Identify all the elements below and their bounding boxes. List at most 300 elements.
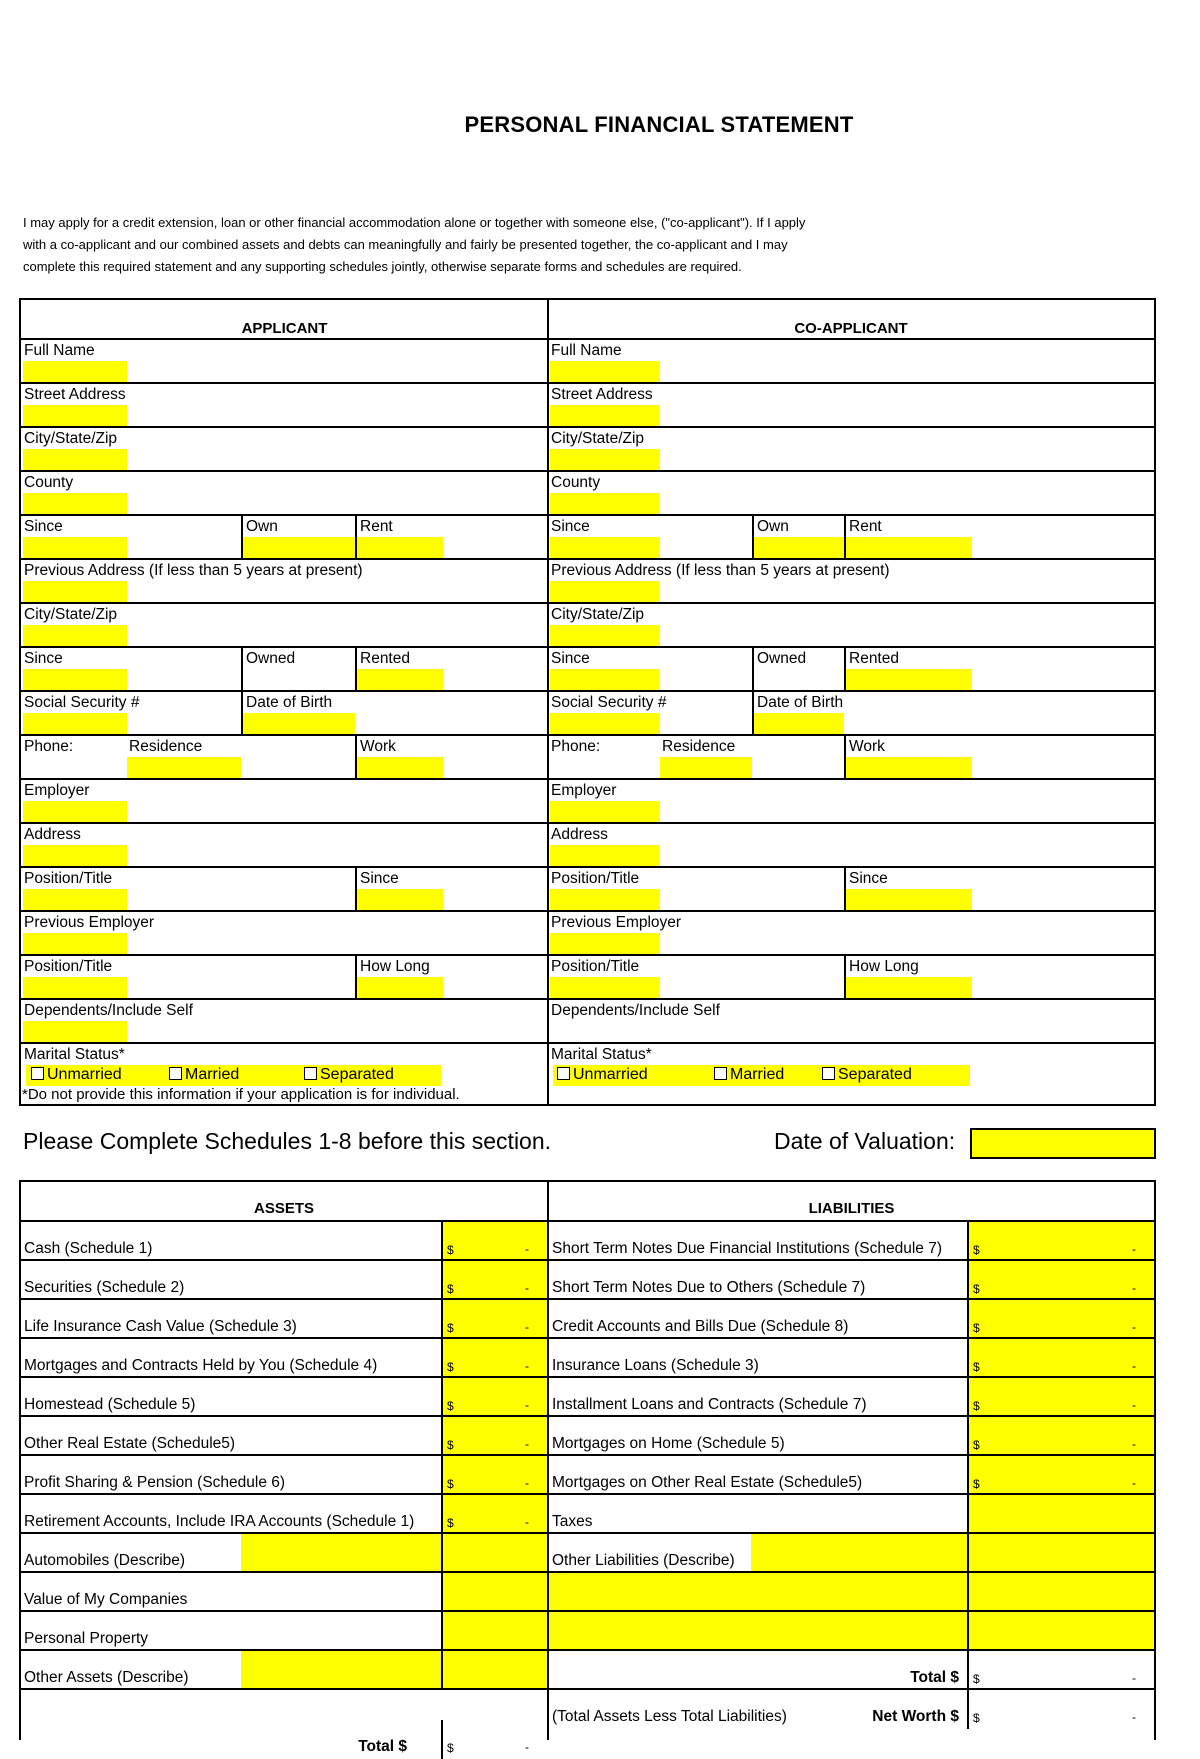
liability-currency: $ [973, 1477, 980, 1491]
co-employer-field[interactable] [550, 801, 660, 822]
prev-city-state-zip-row [21, 604, 548, 648]
work-cell [355, 736, 548, 778]
assets-total-currency: $ [447, 1741, 454, 1755]
liability-row [549, 1339, 1154, 1378]
co-how-long-label: How Long [849, 958, 919, 975]
co-rented-field[interactable] [846, 669, 972, 690]
position-title-label: Position/Title [24, 870, 113, 887]
checkbox-icon[interactable] [822, 1067, 835, 1080]
marital-footnote: *Do not provide this information if your application is for individual. [22, 1086, 460, 1103]
asset-label: Retirement Accounts, Include IRA Accounts (Schedule 1) [24, 1513, 415, 1530]
liability-amount[interactable] [967, 1456, 1154, 1493]
co-prev-since-field[interactable] [550, 669, 660, 690]
dob-field[interactable] [243, 713, 355, 734]
previous-address-row [21, 560, 548, 604]
net-worth-description: (Total Assets Less Total Liabilities) [552, 1708, 787, 1725]
co-position-row [548, 868, 1154, 912]
liability-row [549, 1612, 1154, 1651]
how-long-cell [355, 956, 548, 998]
co-position-since-field[interactable] [846, 889, 972, 910]
co-prev-position-cell [548, 956, 844, 998]
own-cell [241, 516, 355, 558]
asset-row [21, 1300, 547, 1339]
co-applicant-column [548, 300, 1154, 1104]
asset-row [21, 1339, 547, 1378]
dependents-row [21, 1000, 548, 1044]
prev-position-cell [21, 956, 355, 998]
checkbox-icon[interactable] [169, 1067, 182, 1080]
asset-currency: $ [447, 1243, 454, 1257]
married-label: Married [185, 1066, 240, 1083]
applicant-column [21, 300, 548, 1104]
co-phone-label: Phone: [551, 738, 601, 755]
rent-cell [355, 516, 548, 558]
prev-since-owned-rented-row [21, 648, 548, 692]
liability-row [549, 1573, 1154, 1612]
co-prev-position-row [548, 956, 1154, 1000]
liability-amount[interactable] [967, 1495, 1154, 1532]
co-prev-city-state-zip-label: City/State/Zip [551, 606, 645, 623]
liability-label: Mortgages on Other Real Estate (Schedule5) [552, 1474, 863, 1491]
assets-total-label: Total $ [358, 1738, 407, 1755]
co-residence-label: Residence [662, 738, 736, 755]
asset-value: - [525, 1281, 529, 1295]
asset-label: Securities (Schedule 2) [24, 1279, 185, 1296]
co-since-label: Since [551, 518, 590, 535]
full-name-label: Full Name [24, 342, 95, 359]
co-phone-row [548, 736, 1154, 780]
full-name-field[interactable] [23, 361, 127, 382]
co-dob-field[interactable] [754, 713, 844, 734]
co-street-address-label: Street Address [551, 386, 653, 403]
prev-city-state-zip-field[interactable] [23, 625, 127, 646]
prev-since-cell [21, 648, 241, 690]
employer-label: Employer [24, 782, 90, 799]
co-prev-since-owned-rented-row [548, 648, 1154, 692]
previous-address-field[interactable] [23, 581, 127, 602]
rented-field[interactable] [357, 669, 443, 690]
asset-row [21, 1573, 547, 1612]
co-previous-address-label: Previous Address (If less than 5 years at present) [551, 562, 890, 579]
co-full-name-label: Full Name [551, 342, 622, 359]
asset-value: - [525, 1476, 529, 1490]
liability-currency: $ [973, 1282, 980, 1296]
co-work-phone-field[interactable] [846, 757, 972, 778]
co-employer-address-field[interactable] [550, 845, 660, 866]
liability-label: Other Liabilities (Describe) [552, 1552, 735, 1569]
county-row [21, 472, 548, 516]
liability-currency: $ [973, 1438, 980, 1452]
co-owned-cell [752, 648, 844, 690]
checkbox-icon[interactable] [557, 1067, 570, 1080]
co-rent-cell [844, 516, 1154, 558]
asset-label: Homestead (Schedule 5) [24, 1396, 196, 1413]
liability-value: - [1132, 1359, 1136, 1373]
asset-row [21, 1495, 547, 1534]
owned-cell [241, 648, 355, 690]
liability-amount[interactable] [967, 1573, 1154, 1610]
assets-total-amount[interactable] [441, 1720, 547, 1759]
net-worth-value: - [1132, 1710, 1136, 1724]
liability-amount[interactable] [967, 1534, 1154, 1571]
prev-since-field[interactable] [23, 669, 127, 690]
co-how-long-cell [844, 956, 1154, 998]
asset-description-field[interactable] [241, 1651, 441, 1688]
employer-row [21, 780, 548, 824]
asset-row [21, 1222, 547, 1261]
co-prev-city-state-zip-field[interactable] [550, 625, 660, 646]
co-employer-address-label: Address [551, 826, 608, 843]
checkbox-icon[interactable] [31, 1067, 44, 1080]
position-since-field[interactable] [357, 889, 443, 910]
intro-paragraph [23, 212, 903, 278]
liability-label: Mortgages on Home (Schedule 5) [552, 1435, 785, 1452]
liabilities-total-amount[interactable] [967, 1651, 1154, 1688]
liabilities-total-value: - [1132, 1671, 1136, 1685]
liability-currency: $ [973, 1360, 980, 1374]
asset-value: - [525, 1320, 529, 1334]
asset-label: Automobiles (Describe) [24, 1552, 186, 1569]
asset-label: Value of My Companies [24, 1591, 188, 1608]
previous-address-label: Previous Address (If less than 5 years at present) [24, 562, 363, 579]
co-unmarried-label: Unmarried [573, 1066, 648, 1083]
marital-status-row [21, 1044, 548, 1088]
co-since-field[interactable] [550, 537, 660, 558]
co-prev-position-title-field[interactable] [550, 977, 660, 998]
liability-row [549, 1417, 1154, 1456]
co-street-address-field[interactable] [550, 405, 660, 426]
city-state-zip-field[interactable] [23, 449, 127, 470]
co-prev-since-label: Since [551, 650, 590, 667]
liability-label: Taxes [552, 1513, 593, 1530]
ssn-cell [21, 692, 241, 734]
asset-currency: $ [447, 1282, 454, 1296]
prev-since-label: Since [24, 650, 63, 667]
co-county-label: County [551, 474, 601, 491]
asset-value: - [525, 1398, 529, 1412]
co-married-option[interactable] [714, 1066, 784, 1084]
page-title: PERSONAL FINANCIAL STATEMENT [464, 112, 854, 137]
dob-cell [241, 692, 548, 734]
co-county-field[interactable] [550, 493, 660, 514]
co-phone-cell [548, 736, 844, 778]
asset-row [21, 1261, 547, 1300]
asset-amount[interactable] [441, 1417, 547, 1454]
since-field[interactable] [23, 537, 127, 558]
net-worth-amount[interactable] [967, 1690, 1154, 1729]
asset-amount[interactable] [441, 1378, 547, 1415]
asset-value: - [525, 1515, 529, 1529]
unmarried-label: Unmarried [47, 1066, 122, 1083]
how-long-field[interactable] [357, 977, 443, 998]
divider [19, 1104, 1156, 1106]
assets-total-row [21, 1720, 547, 1759]
co-ssn-label: Social Security # [551, 694, 667, 711]
co-dob-cell [752, 692, 1154, 734]
liability-value: - [1132, 1242, 1136, 1256]
previous-employer-row [21, 912, 548, 956]
liability-description-field[interactable] [549, 1573, 967, 1610]
employer-field[interactable] [23, 801, 127, 822]
position-since-cell [355, 868, 548, 910]
applicant-header: APPLICANT [21, 300, 548, 340]
liabilities-total-label: Total $ [910, 1669, 959, 1686]
co-position-title-field[interactable] [550, 889, 660, 910]
co-ssn-field[interactable] [550, 713, 660, 734]
county-field[interactable] [23, 493, 127, 514]
asset-label: Life Insurance Cash Value (Schedule 3) [24, 1318, 297, 1335]
co-previous-address-field[interactable] [550, 581, 660, 602]
position-row [21, 868, 548, 912]
co-applicant-header: CO-APPLICANT [548, 300, 1154, 340]
asset-amount[interactable] [441, 1261, 547, 1298]
co-since-own-rent-row [548, 516, 1154, 560]
asset-value: - [525, 1437, 529, 1451]
net-worth-currency: $ [973, 1711, 980, 1725]
co-city-state-zip-label: City/State/Zip [551, 430, 645, 447]
assets-liabilities-section [19, 1180, 1156, 1755]
intro-line: complete this required statement and any supporting schedules jointly, otherwise separate forms and schedules are required. [23, 259, 742, 274]
residence-phone-field[interactable] [127, 757, 241, 778]
employer-address-label: Address [24, 826, 81, 843]
asset-label: Cash (Schedule 1) [24, 1240, 153, 1257]
liability-value: - [1132, 1320, 1136, 1334]
co-city-state-zip-row [548, 428, 1154, 472]
street-address-row [21, 384, 548, 428]
co-own-cell [752, 516, 844, 558]
liability-amount[interactable] [967, 1417, 1154, 1454]
co-own-label: Own [757, 518, 789, 535]
employer-address-row [21, 824, 548, 868]
prev-position-row [21, 956, 548, 1000]
co-previous-employer-label: Previous Employer [551, 914, 682, 931]
liability-amount[interactable] [967, 1612, 1154, 1649]
rented-cell [355, 648, 548, 690]
asset-amount[interactable] [441, 1573, 547, 1610]
liability-currency: $ [973, 1399, 980, 1413]
city-state-zip-row [21, 428, 548, 472]
asset-amount[interactable] [441, 1300, 547, 1337]
asset-currency: $ [447, 1477, 454, 1491]
liabilities-total-currency: $ [973, 1672, 980, 1686]
full-name-row [21, 340, 548, 384]
residence-label: Residence [129, 738, 203, 755]
co-rent-label: Rent [849, 518, 882, 535]
co-own-field[interactable] [754, 537, 844, 558]
asset-row [21, 1534, 547, 1573]
co-ssn-dob-row [548, 692, 1154, 736]
co-position-since-label: Since [849, 870, 888, 887]
rent-field[interactable] [357, 537, 443, 558]
separated-option[interactable] [304, 1066, 394, 1084]
asset-row [21, 1456, 547, 1495]
own-label: Own [246, 518, 278, 535]
liabilities-header: LIABILITIES [549, 1182, 1154, 1222]
liability-label: Credit Accounts and Bills Due (Schedule 8) [552, 1318, 849, 1335]
liability-description-field[interactable] [549, 1612, 967, 1649]
liability-row [549, 1534, 1154, 1573]
liability-currency: $ [973, 1321, 980, 1335]
liability-amount[interactable] [967, 1261, 1154, 1298]
marital-status-label: Marital Status* [24, 1046, 125, 1063]
liability-row [549, 1261, 1154, 1300]
date-of-valuation-field[interactable] [970, 1128, 1156, 1159]
asset-currency: $ [447, 1516, 454, 1530]
liability-value: - [1132, 1281, 1136, 1295]
co-work-label: Work [849, 738, 885, 755]
liability-label: Short Term Notes Due to Others (Schedule 7) [552, 1279, 866, 1296]
co-previous-employer-field[interactable] [550, 933, 660, 954]
checkbox-icon[interactable] [304, 1067, 317, 1080]
asset-amount[interactable] [441, 1495, 547, 1532]
married-option[interactable] [169, 1066, 239, 1084]
prev-position-title-field[interactable] [23, 977, 127, 998]
county-label: County [24, 474, 74, 491]
asset-amount[interactable] [441, 1456, 547, 1493]
co-dependents-row [548, 1000, 1154, 1044]
since-own-rent-row [21, 516, 548, 560]
asset-amount[interactable] [441, 1534, 547, 1571]
phone-row [21, 736, 548, 780]
applicant-section [19, 298, 1156, 1106]
liability-value: - [1132, 1398, 1136, 1412]
co-employer-address-row [548, 824, 1154, 868]
co-county-row [548, 472, 1154, 516]
checkbox-icon[interactable] [714, 1067, 727, 1080]
liability-currency: $ [973, 1243, 980, 1257]
dependents-label: Dependents/Include Self [24, 1002, 193, 1019]
assets-total-value: - [525, 1740, 529, 1754]
co-married-label: Married [730, 1066, 785, 1083]
net-worth-label: Net Worth $ [872, 1708, 959, 1725]
liability-row [549, 1300, 1154, 1339]
prev-city-state-zip-label: City/State/Zip [24, 606, 118, 623]
asset-currency: $ [447, 1360, 454, 1374]
liability-label: Insurance Loans (Schedule 3) [552, 1357, 759, 1374]
asset-label: Other Real Estate (Schedule5) [24, 1435, 236, 1452]
co-how-long-field[interactable] [846, 977, 972, 998]
co-employer-row [548, 780, 1154, 824]
net-worth-row [549, 1690, 1154, 1729]
position-since-label: Since [360, 870, 399, 887]
co-street-address-row [548, 384, 1154, 428]
dependents-field[interactable] [23, 1021, 127, 1042]
how-long-label: How Long [360, 958, 430, 975]
asset-amount[interactable] [441, 1222, 547, 1259]
co-dependents-label: Dependents/Include Self [551, 1002, 720, 1019]
co-marital-status-options [553, 1065, 970, 1086]
ssn-label: Social Security # [24, 694, 140, 711]
liability-row [549, 1378, 1154, 1417]
liability-row [549, 1495, 1154, 1534]
co-separated-option[interactable] [822, 1066, 912, 1084]
liability-amount[interactable] [967, 1222, 1154, 1259]
co-previous-employer-row [548, 912, 1154, 956]
co-full-name-field[interactable] [550, 361, 660, 382]
co-position-cell [548, 868, 844, 910]
co-ssn-cell [548, 692, 752, 734]
marital-status-options [26, 1065, 441, 1086]
asset-row [21, 1378, 547, 1417]
asset-row [21, 1612, 547, 1651]
liability-amount[interactable] [967, 1339, 1154, 1376]
street-address-label: Street Address [24, 386, 126, 403]
co-rented-cell [844, 648, 1154, 690]
phone-cell [21, 736, 355, 778]
schedules-note: Please Complete Schedules 1-8 before this section. [23, 1128, 552, 1154]
asset-value: - [525, 1242, 529, 1256]
intro-line: with a co-applicant and our combined assets and debts can meaningfully and fairly be presented together, the co-applicant and I may [23, 237, 788, 252]
position-cell [21, 868, 355, 910]
unmarried-option[interactable] [31, 1066, 122, 1084]
co-prev-city-state-zip-row [548, 604, 1154, 648]
asset-amount[interactable] [441, 1612, 547, 1649]
liability-amount[interactable] [967, 1378, 1154, 1415]
assets-header: ASSETS [21, 1182, 547, 1222]
asset-description-field[interactable] [241, 1534, 441, 1571]
co-rented-label: Rented [849, 650, 899, 667]
dob-label: Date of Birth [246, 694, 333, 711]
ssn-dob-row [21, 692, 548, 736]
co-prev-since-cell [548, 648, 752, 690]
work-phone-field[interactable] [357, 757, 443, 778]
date-of-valuation-label: Date of Valuation: [774, 1128, 956, 1154]
city-state-zip-label: City/State/Zip [24, 430, 118, 447]
intro-line: I may apply for a credit extension, loan or other financial accommodation alone or together with someone else, ("co-applicant"). If I apply [23, 215, 806, 230]
asset-amount[interactable] [441, 1339, 547, 1376]
own-field[interactable] [243, 537, 355, 558]
prev-position-title-label: Position/Title [24, 958, 113, 975]
asset-label: Mortgages and Contracts Held by You (Schedule 4) [24, 1357, 378, 1374]
previous-employer-label: Previous Employer [24, 914, 155, 931]
asset-amount[interactable] [441, 1651, 547, 1688]
co-position-title-label: Position/Title [551, 870, 640, 887]
co-city-state-zip-field[interactable] [550, 449, 660, 470]
asset-label: Profit Sharing & Pension (Schedule 6) [24, 1474, 286, 1491]
asset-row [21, 1651, 547, 1690]
co-marital-status-label: Marital Status* [551, 1046, 652, 1063]
asset-currency: $ [447, 1438, 454, 1452]
co-employer-label: Employer [551, 782, 617, 799]
liability-amount[interactable] [967, 1300, 1154, 1337]
since-label: Since [24, 518, 63, 535]
co-position-since-cell [844, 868, 1154, 910]
liability-row [549, 1222, 1154, 1261]
work-label: Work [360, 738, 396, 755]
phone-label: Phone: [24, 738, 74, 755]
previous-employer-field[interactable] [23, 933, 127, 954]
street-address-field[interactable] [23, 405, 127, 426]
asset-label: Personal Property [24, 1630, 149, 1647]
liability-description-field[interactable] [751, 1534, 967, 1571]
rented-label: Rented [360, 650, 410, 667]
asset-value: - [525, 1359, 529, 1373]
co-rent-field[interactable] [846, 537, 972, 558]
liability-label: Installment Loans and Contracts (Schedule 7) [552, 1396, 867, 1413]
co-unmarried-option[interactable] [557, 1066, 648, 1084]
position-title-field[interactable] [23, 889, 127, 910]
asset-currency: $ [447, 1321, 454, 1335]
co-previous-address-row [548, 560, 1154, 604]
liability-label: Short Term Notes Due Financial Institutions (Schedule 7) [552, 1240, 942, 1257]
co-dob-label: Date of Birth [757, 694, 844, 711]
employer-address-field[interactable] [23, 845, 127, 866]
rent-label: Rent [360, 518, 393, 535]
co-separated-label: Separated [838, 1066, 912, 1083]
since-cell [21, 516, 241, 558]
co-residence-phone-field[interactable] [660, 757, 752, 778]
ssn-field[interactable] [23, 713, 127, 734]
